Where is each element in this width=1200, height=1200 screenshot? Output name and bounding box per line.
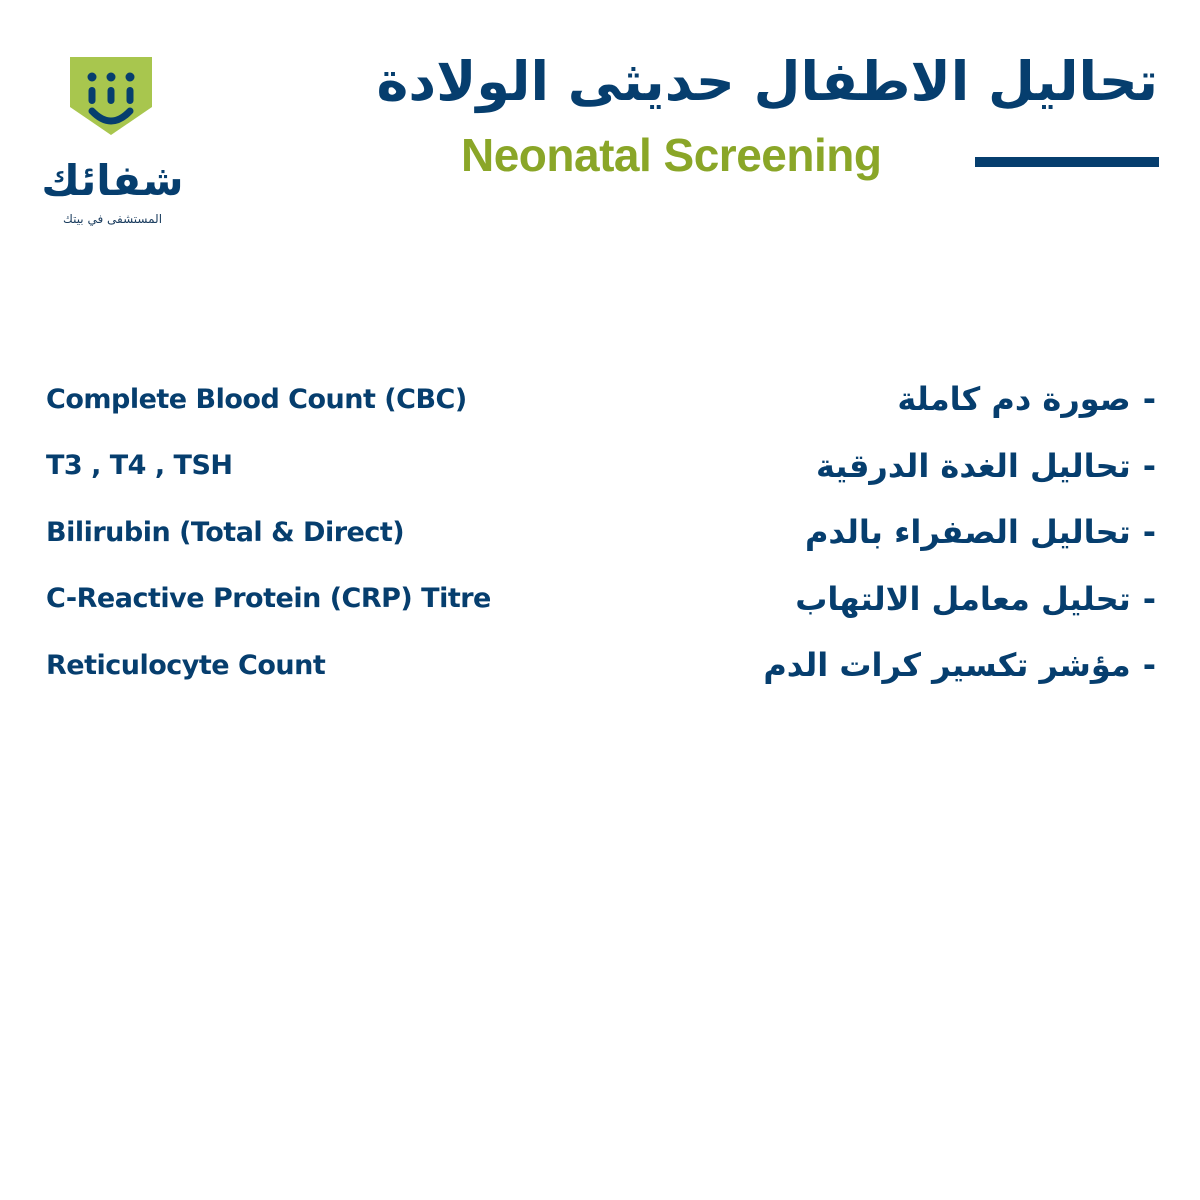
brand-tagline: المستشفى في بيتك <box>62 212 163 226</box>
test-name-en: C-Reactive Protein (CRP) Titre <box>46 583 491 615</box>
brand-name: شفائك <box>41 156 184 205</box>
bullet-dash: - <box>1142 646 1156 685</box>
test-name-en: Bilirubin (Total & Direct) <box>46 516 405 548</box>
test-name-ar: صورة دم كاملة <box>897 380 1131 419</box>
page-title-arabic: تحاليل الاطفال حديثى الولادة <box>376 50 1158 113</box>
test-row <box>46 433 1156 500</box>
test-name-ar-wrap <box>805 513 1156 551</box>
bullet-dash: - <box>1142 579 1156 618</box>
title-underline-divider <box>975 157 1159 167</box>
test-row <box>46 499 1156 566</box>
test-row <box>46 366 1156 433</box>
test-name-en: T3 , T4 , TSH <box>46 450 233 482</box>
test-row <box>46 632 1156 699</box>
bullet-dash: - <box>1142 380 1156 419</box>
test-row <box>46 566 1156 633</box>
test-list <box>46 366 1156 699</box>
test-name-ar: تحليل معامل الالتهاب <box>795 579 1131 618</box>
test-name-ar-wrap <box>795 580 1156 618</box>
test-name-ar: تحاليل الصفراء بالدم <box>804 513 1131 552</box>
smiley-shield-icon <box>68 55 154 137</box>
test-name-ar-wrap <box>763 646 1156 684</box>
test-name-ar-wrap <box>897 380 1156 418</box>
test-name-en: Reticulocyte Count <box>46 649 326 681</box>
test-name-en: Complete Blood Count (CBC) <box>46 383 467 415</box>
test-name-ar-wrap <box>816 447 1156 485</box>
page-title-english: Neonatal Screening <box>461 129 882 181</box>
bullet-dash: - <box>1142 446 1156 485</box>
bullet-dash: - <box>1142 513 1156 552</box>
test-name-ar: تحاليل الغدة الدرقية <box>815 446 1131 485</box>
test-name-ar: مؤشر تكسير كرات الدم <box>763 646 1131 685</box>
brand-logo <box>40 50 185 235</box>
